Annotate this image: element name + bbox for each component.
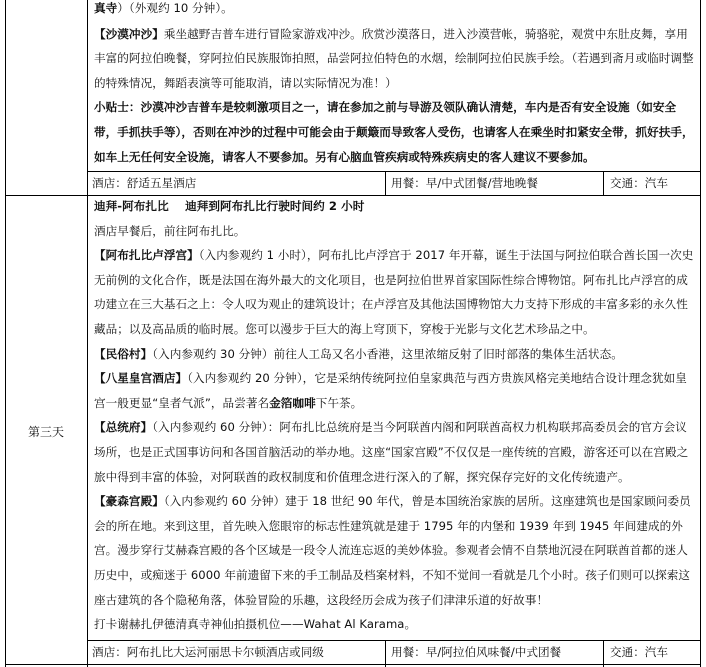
section-tag: 【豪森宫殿】 [94,494,164,509]
village-paragraph [94,342,694,367]
transport-info: 交通：汽车 [610,645,668,659]
hotel-info: 酒店：舒适五星酒店 [92,176,197,190]
section-tag: 【八星皇宫酒店】 [94,371,188,386]
day-label: 第三天 [27,425,64,439]
row-divider-day2-footer [87,171,700,172]
presidential-paragraph [94,415,694,489]
footer-divider [603,640,604,667]
bold-text: 真寺 [94,1,118,15]
section-tag: 【总统府】 [94,420,153,435]
meals-info: 用餐：早/阿拉伯风味餐/中式团餐 [391,645,562,659]
section-text: （入内参观约 60 分钟）：阿布扎比总统府是当今阿联酋内阁和阿联酋高权力机构联邦高委员会的官方会议场所，也是正式国事访问和各国首脑活动的举办地。这座“国家宫殿”不仅仅是一座传统的宫殿，游客还可以在宫殿之旅中得到丰富的体验，对阿联酋的政权制度和价值理念进行深入的了解，探究保存完好的文化传统遗产。 [94,420,689,484]
section-tag: 【沙漠冲沙】 [94,26,164,41]
footer-divider [385,171,386,195]
column-divider [87,0,88,667]
checkin-line: 打卡谢赫扎伊德清真寺神仙拍摄机位——Wahat Al Karama。 [94,617,417,632]
row-divider-day3-footer [87,640,700,641]
louvre-paragraph [94,243,694,341]
text: ）（外观约 10 分钟）。 [117,1,233,15]
section-text: 下午茶。 [315,395,363,410]
palace-hotel-paragraph [94,366,694,415]
section-tag: 【民俗村】 [94,346,153,361]
hotel-info: 酒店：阿布扎比大运河丽思卡尔顿酒店或同级 [92,645,324,659]
section-text: （入内参观约 1 小时），阿布扎比卢浮宫于 2017 年开幕，诞生于法国与阿拉伯联合酋长国一次史无前例的文化合作，既是法国在海外最大的文化项目，也是阿拉伯世界首家国际性综合博物馆。阿布扎比卢浮宫的成功建立在三大基石之上：令人叹为观止的建筑设计；在卢浮宫及其他法国博物馆大力支持下形成的丰富多彩的永久性藏品；以及高品质的临时展。您可以漫步于巨大的海上穹顶下，穿梭于光影与文化艺术珍品之中。 [94,248,694,336]
route-heading: 迪拜-阿布扎比 迪拜到阿布扎比行驶时间约 2 小时 [94,199,365,213]
section-text: （入内参观约 20 分钟），它是采纳传统阿拉伯皇家典范与西方贵族风格完美地结合设计理念犹如皇宫一般更显“皇者气派”，品尝著名 [94,371,687,410]
desert-paragraph [94,22,694,96]
bold-text: 金箔咖啡 [269,395,316,410]
breakfast-line: 酒店早餐后，前往阿布扎比。 [94,223,246,238]
tip-paragraph: 小贴士：沙漠冲沙吉普车是较刺激项目之一，请在参加之前与导游及领队确认清楚，车内是否有安全设施（如安全带，手抓扶手等），否则在冲沙的过程中可能会由于颠簸而导致客人受伤，也请客人在乘坐时扣紧安全带，抓好扶手，如车上无任何安全设施，请客人不要参加。另有心脑血管疾病或特殊疾病史的客人建议不要参加。 [94,100,694,164]
meals-info: 用餐：早/中式团餐/营地晚餐 [391,176,538,190]
transport-info: 交通：汽车 [610,176,668,190]
section-text: 乘坐越野吉普车进行冒险家游戏冲沙。欣赏沙漠落日，进入沙漠营帐，骑骆驼，观赏中东肚皮舞，享用丰富的阿拉伯晚餐，穿阿拉伯民族服饰拍照，品尝阿拉伯特色的水烟，绘制阿拉伯民族手绘。（若遇到斋月或临时调整的特殊情况，舞蹈表演等可能取消，请以实际情况为准！） [94,26,694,90]
day3-content [94,194,694,637]
footer-divider [603,171,604,195]
royal-paragraph [94,489,694,612]
section-text: （入内参观约 60 分钟）建于 18 世纪 90 年代，曾是本国统治家族的居所。这座建筑也是国家顾问委员会的所在地。来到这里，首先映入您眼帘的标志性建筑就是建于 1795 年的内堡和 1939 年到 1945 年间建成的外宫。漫步穿行艾赫森宫殿的各个区域是一段令人流连忘返的美妙体验。参观者会情不自禁地沉浸在阿联酋首都的迷人历史中，或痴迷于 6000 年前遗留下来的手工制品及档案材料，不知不觉间一看就是几个小时。孩子们则可以探索这座古建筑的各个隐秘角落，体验冒险的乐趣，这段经历会成为孩子们津津乐道的好故事！ [94,494,691,607]
footer-divider [385,640,386,667]
day2-content [94,0,694,169]
section-text: （入内参观约 30 分钟）前往人工岛又名小香港，这里浓缩反射了旧时部落的集体生活状态。 [152,346,623,361]
table-border-bottom [5,664,701,665]
table-border-right [700,0,701,667]
section-tag: 【阿布扎比卢浮宫】 [94,248,199,263]
paragraph [94,0,694,21]
